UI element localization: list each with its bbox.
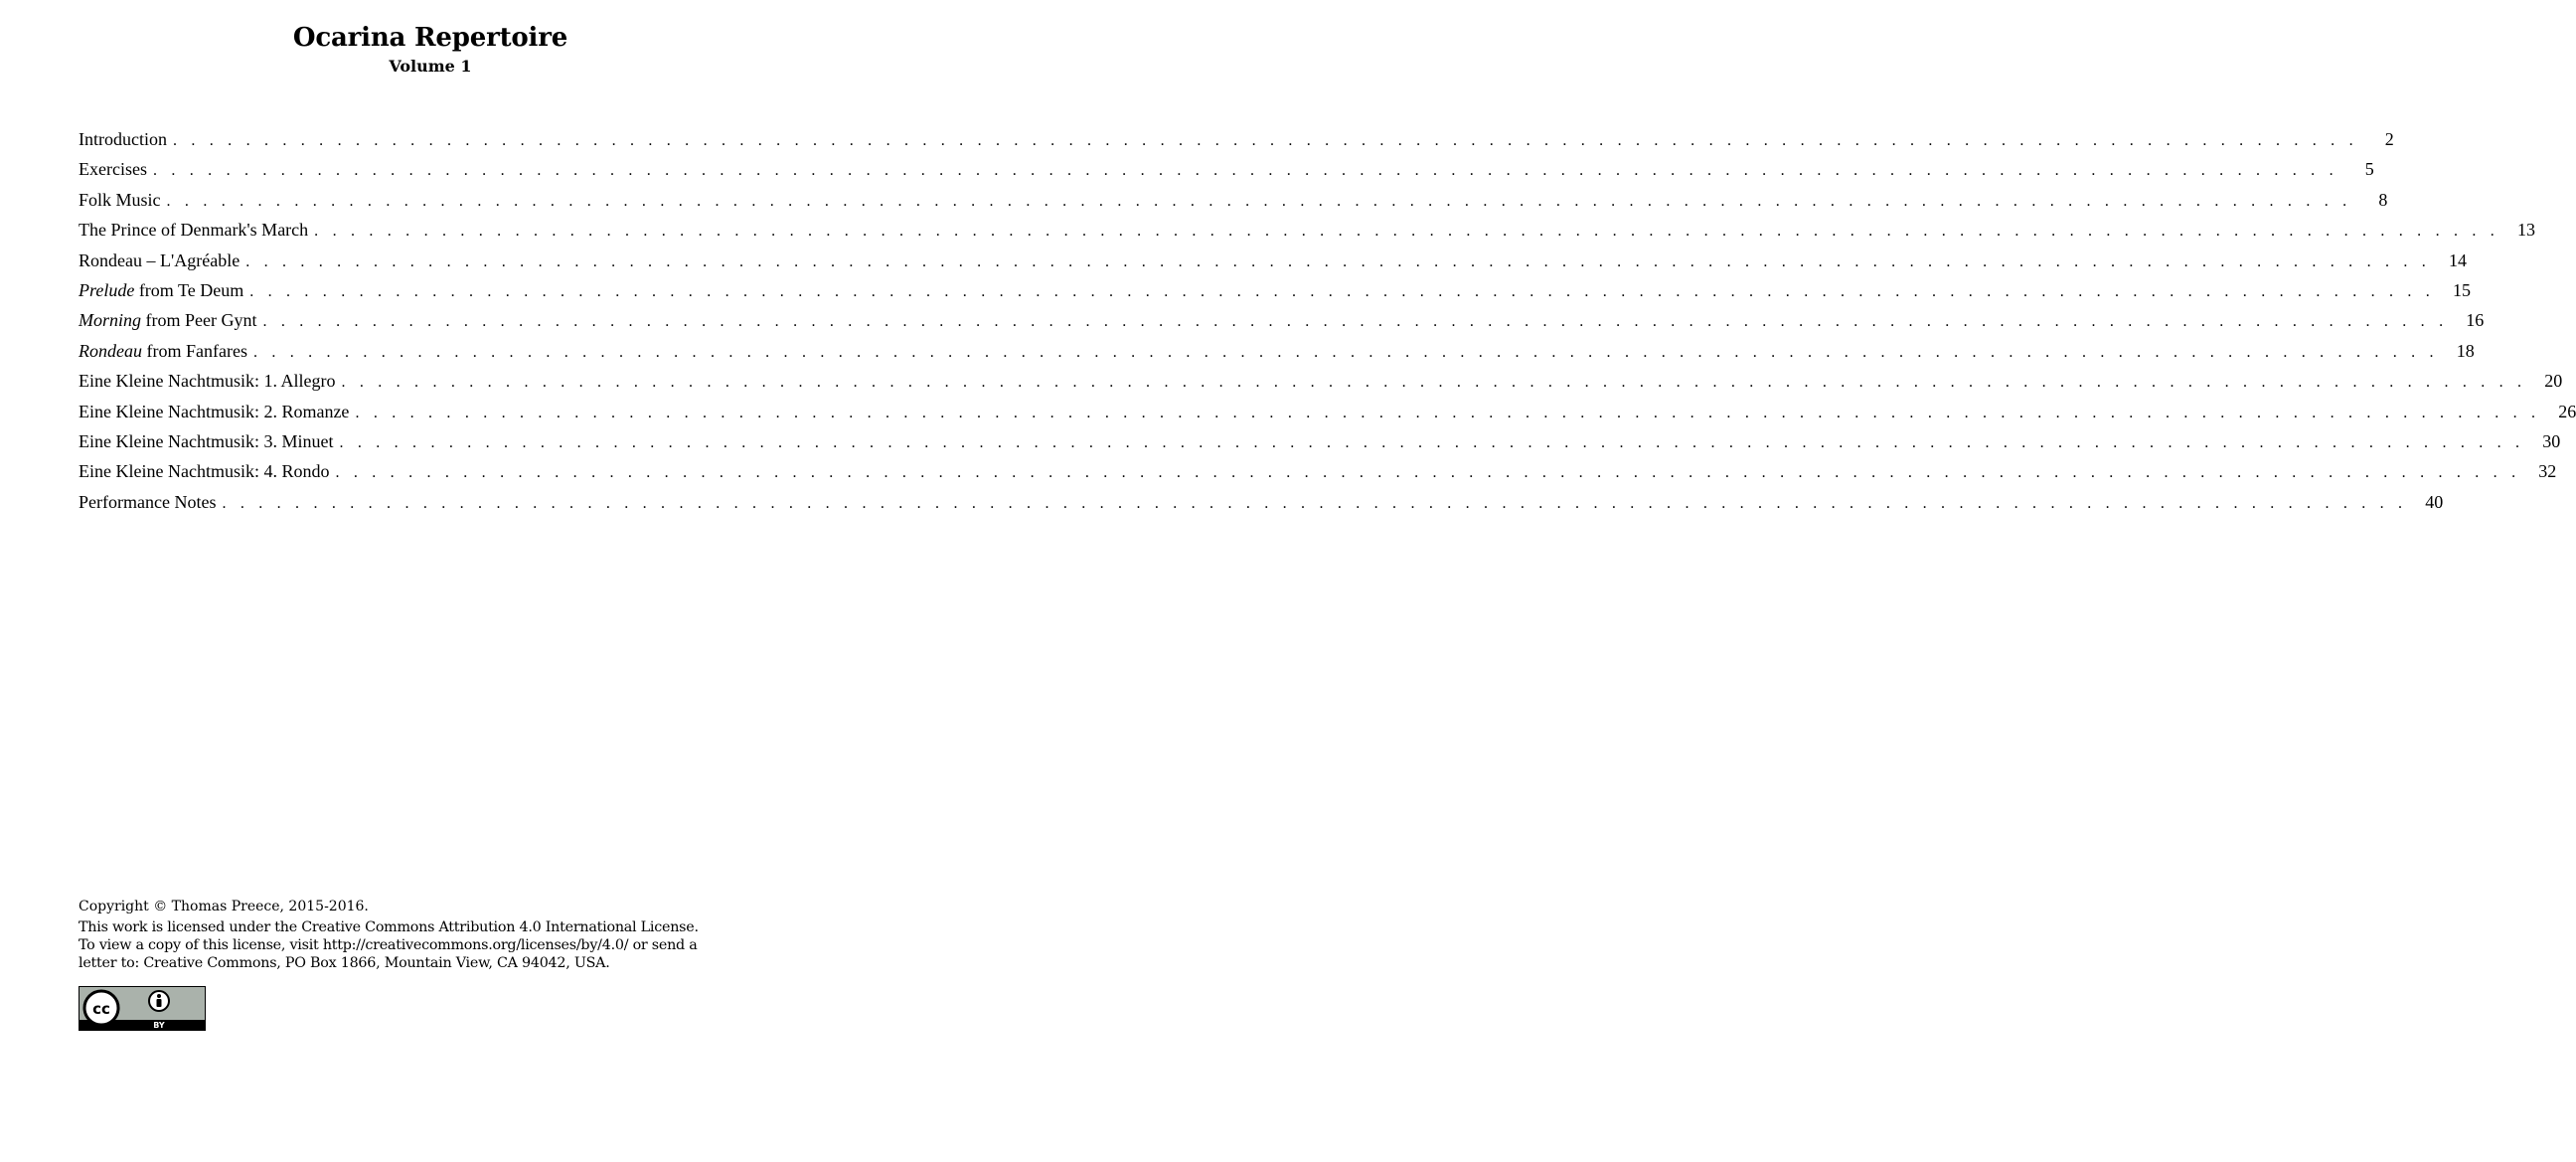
toc-entry-title	[79, 277, 249, 303]
toc-entry-title-text: from Peer Gynt	[141, 310, 257, 331]
toc-entry-title-text: Exercises	[79, 159, 147, 180]
toc-entry-title	[79, 368, 341, 394]
toc-entry-italic-title: Rondeau	[79, 340, 142, 361]
toc-entry-title-text: Eine Kleine Nachtmusik: 4. Rondo	[79, 461, 330, 482]
toc-page-number: 40	[2425, 491, 2444, 512]
toc-entry-title-text: Folk Music	[79, 189, 161, 210]
page-title: Ocarina Repertoire	[292, 23, 568, 53]
toc-entry[interactable]	[79, 248, 2467, 277]
toc-entry-title	[79, 126, 173, 152]
toc-entry[interactable]	[79, 126, 2394, 156]
toc-entry-title	[79, 489, 222, 515]
toc-entry-title-text: Introduction	[79, 129, 167, 149]
toc-entry-title-text: The Prince of Denmark's March	[79, 220, 309, 241]
toc-entry[interactable]	[79, 277, 2472, 307]
license-line: To view a copy of this license, visit http://creativecommons.org/licenses/by/4.0/ or send a	[79, 937, 698, 953]
toc-entry-title-text: Rondeau – L'Agréable	[79, 249, 241, 270]
toc-entry-title-text: from Te Deum	[134, 279, 244, 300]
toc-entry-title	[79, 156, 153, 182]
toc-page-number: 32	[2538, 461, 2557, 482]
toc-page-number: 5	[2364, 159, 2374, 180]
toc-entry-title-text: Eine Kleine Nachtmusik: 1. Allegro	[79, 371, 336, 392]
copyright-block	[79, 898, 774, 972]
toc-page-number: 20	[2544, 371, 2563, 392]
toc-entry-title	[79, 428, 339, 454]
toc-entry-title	[79, 217, 314, 243]
toc-entry[interactable]	[79, 307, 2485, 337]
cc-by-license-icon[interactable]	[79, 986, 206, 1031]
toc-entry-title-text: Eine Kleine Nachtmusik: 2. Romanze	[79, 401, 350, 421]
toc-dot-leader: . . . . . . . . . . . . . . . . . . . . . . . . . . . . . . . . . . . . . . . . . . . . . . . . . . . . . . . . . . . . . . . . . . . . . . . . . . . . . . . . . . . . . . . . . . . . . . . . . . . . . . . . . . . . . . . . . . . . . . . .	[152, 162, 2338, 180]
toc-dot-leader: . . . . . . . . . . . . . . . . . . . . . . . . . . . . . . . . . . . . . . . . . . . . . . . . . . . . . . . . . . . . . . . . . . . . . . . . . . . . . . . . . . . . . . . . . . . . . . . . . . . . . . . . . . . . . . . . . . . . . . . .	[335, 464, 2521, 482]
toc-dot-leader: . . . . . . . . . . . . . . . . . . . . . . . . . . . . . . . . . . . . . . . . . . . . . . . . . . . . . . . . . . . . . . . . . . . . . . . . . . . . . . . . . . . . . . . . . . . . . . . . . . . . . . . . . . . . . . . . . . . . . . . .	[339, 433, 2525, 451]
cc-label: cc	[92, 1000, 110, 1018]
toc-page-number: 2	[2384, 129, 2394, 149]
toc-dot-leader: . . . . . . . . . . . . . . . . . . . . . . . . . . . . . . . . . . . . . . . . . . . . . . . . . . . . . . . . . . . . . . . . . . . . . . . . . . . . . . . . . . . . . . . . . . . . . . . . . . . . . . . . . . . . . . . . . . . . . . . .	[166, 192, 2352, 210]
toc-entry-title-text: Performance Notes	[79, 491, 217, 512]
toc-dot-leader: . . . . . . . . . . . . . . . . . . . . . . . . . . . . . . . . . . . . . . . . . . . . . . . . . . . . . . . . . . . . . . . . . . . . . . . . . . . . . . . . . . . . . . . . . . . . . . . . . . . . . . . . . . . . . . . . . . . . . . . .	[245, 252, 2431, 270]
toc-page-number: 13	[2516, 220, 2535, 241]
person-icon	[149, 991, 169, 1011]
toc-entry[interactable]	[79, 458, 2557, 488]
toc-entry[interactable]	[79, 489, 2444, 519]
toc-entry-italic-title: Morning	[79, 310, 141, 331]
toc-entry-title	[79, 338, 253, 364]
toc-dot-leader: . . . . . . . . . . . . . . . . . . . . . . . . . . . . . . . . . . . . . . . . . . . . . . . . . . . . . . . . . . . . . . . . . . . . . . . . . . . . . . . . . . . . . . . . . . . . . . . . . . . . . . . . . . . . . . . . . . . . . . . .	[172, 132, 2358, 149]
toc-dot-leader: . . . . . . . . . . . . . . . . . . . . . . . . . . . . . . . . . . . . . . . . . . . . . . . . . . . . . . . . . . . . . . . . . . . . . . . . . . . . . . . . . . . . . . . . . . . . . . . . . . . . . . . . . . . . . . . . . . . . . . . .	[314, 223, 2499, 241]
toc-entry-title-text: from Fanfares	[141, 340, 247, 361]
toc-page-number: 26	[2558, 401, 2576, 421]
toc-entry[interactable]	[79, 156, 2374, 186]
toc-entry-title	[79, 187, 167, 213]
toc-entry-title	[79, 307, 262, 333]
toc-entry[interactable]	[79, 428, 2561, 458]
toc-entry[interactable]	[79, 368, 2563, 398]
toc-page-number: 8	[2378, 189, 2388, 210]
toc-dot-leader: . . . . . . . . . . . . . . . . . . . . . . . . . . . . . . . . . . . . . . . . . . . . . . . . . . . . . . . . . . . . . . . . . . . . . . . . . . . . . . . . . . . . . . . . . . . . . . . . . . . . . . . . . . . . . . . . . . . . . . . .	[249, 282, 2436, 300]
license-text	[79, 918, 774, 972]
toc-entry[interactable]	[79, 217, 2535, 247]
toc-entry-title-text: Eine Kleine Nachtmusik: 3. Minuet	[79, 430, 334, 451]
toc-page-number: 14	[2449, 249, 2467, 270]
toc-entry-title	[79, 399, 355, 424]
toc-page-number: 18	[2456, 340, 2475, 361]
table-of-contents	[79, 126, 2576, 519]
toc-entry[interactable]	[79, 399, 2576, 428]
toc-entry-title	[79, 248, 245, 273]
copyright-notice: Copyright © Thomas Preece, 2015-2016.	[79, 899, 369, 914]
toc-entry-italic-title: Prelude	[79, 279, 135, 300]
toc-page-number: 16	[2466, 310, 2485, 331]
toc-dot-leader: . . . . . . . . . . . . . . . . . . . . . . . . . . . . . . . . . . . . . . . . . . . . . . . . . . . . . . . . . . . . . . . . . . . . . . . . . . . . . . . . . . . . . . . . . . . . . . . . . . . . . . . . . . . . . . . . . . . . . . . .	[222, 494, 2408, 512]
toc-entry[interactable]	[79, 338, 2475, 368]
toc-page-number: 30	[2542, 430, 2561, 451]
toc-page-number: 15	[2453, 279, 2472, 300]
license-line: This work is licensed under the Creative Commons Attribution 4.0 International License.	[79, 919, 699, 935]
toc-dot-leader: . . . . . . . . . . . . . . . . . . . . . . . . . . . . . . . . . . . . . . . . . . . . . . . . . . . . . . . . . . . . . . . . . . . . . . . . . . . . . . . . . . . . . . . . . . . . . . . . . . . . . . . . . . . . . . . . . . . . . . . .	[341, 374, 2527, 392]
toc-dot-leader: . . . . . . . . . . . . . . . . . . . . . . . . . . . . . . . . . . . . . . . . . . . . . . . . . . . . . . . . . . . . . . . . . . . . . . . . . . . . . . . . . . . . . . . . . . . . . . . . . . . . . . . . . . . . . . . . . . . . . . . .	[252, 343, 2439, 361]
toc-entry-title	[79, 458, 335, 484]
toc-dot-leader: . . . . . . . . . . . . . . . . . . . . . . . . . . . . . . . . . . . . . . . . . . . . . . . . . . . . . . . . . . . . . . . . . . . . . . . . . . . . . . . . . . . . . . . . . . . . . . . . . . . . . . . . . . . . . . . . . . . . . . . .	[262, 313, 2449, 331]
page-subtitle: Volume 1	[389, 57, 472, 76]
toc-dot-leader: . . . . . . . . . . . . . . . . . . . . . . . . . . . . . . . . . . . . . . . . . . . . . . . . . . . . . . . . . . . . . . . . . . . . . . . . . . . . . . . . . . . . . . . . . . . . . . . . . . . . . . . . . . . . . . . . . . . . . . . .	[355, 404, 2541, 421]
toc-entry[interactable]	[79, 187, 2388, 217]
license-line: letter to: Creative Commons, PO Box 1866, Mountain View, CA 94042, USA.	[79, 955, 610, 971]
by-label: BY	[153, 1021, 165, 1030]
